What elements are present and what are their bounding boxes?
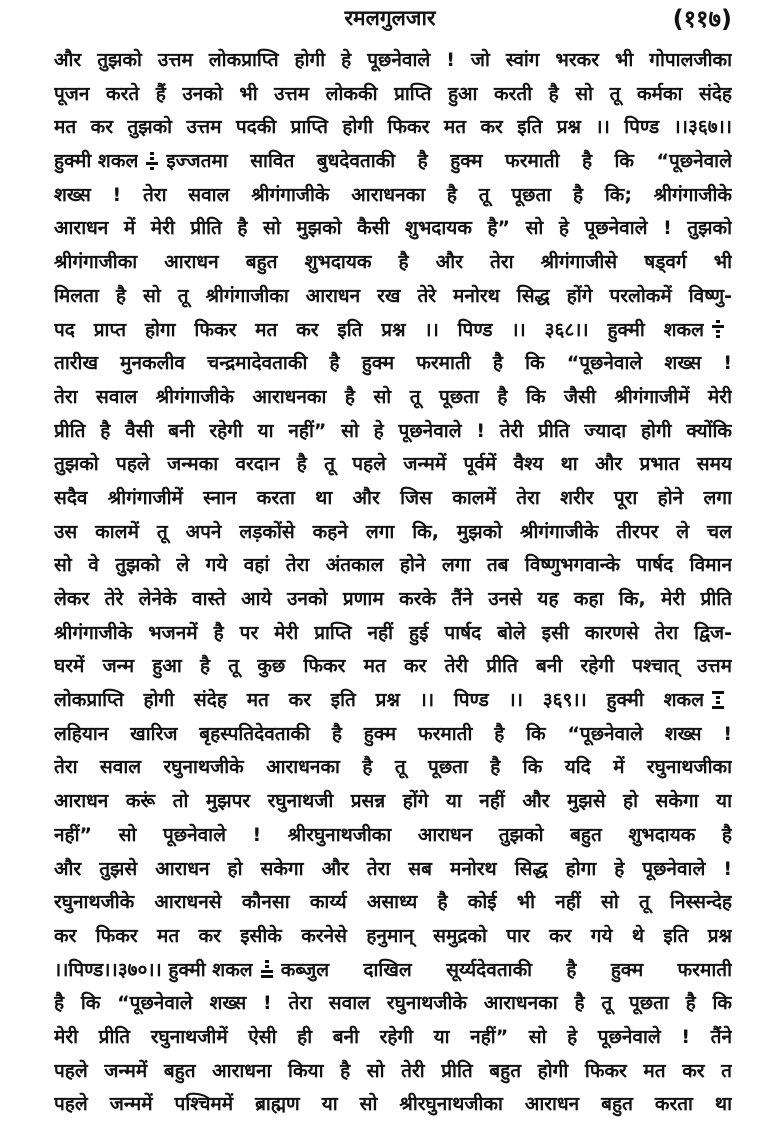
text-line <box>54 280 732 314</box>
text-line <box>54 1055 732 1089</box>
text-line <box>54 381 732 415</box>
geomancy-figure-icon <box>712 691 724 711</box>
line-text: कर फिकर मत कर इसीके करनेसे हनुमान् समुद्रको पार कर गये थे इति प्रश्न <box>54 924 732 947</box>
line-text: पद प्राप्त होगा फिकर मत कर इति प्रश्न ।। पिण्ड ।। ३६८।। हुक्मी शकल <box>54 318 704 341</box>
text-line <box>54 886 732 920</box>
text-line <box>54 212 732 246</box>
text-line <box>54 819 732 853</box>
line-text: ।।पिण्ड।।३७०।। हुक्मी शकल <box>54 958 253 981</box>
line-text: आराधन करूं तो मुझपर रघुनाथजी प्रसन्न होंगे या नहीं और मुझसे हो सकेगा या <box>54 790 732 813</box>
page-body <box>54 44 732 1122</box>
text-line <box>54 179 732 213</box>
line-text: और तुझसे आराधन हो सकेगा और तेरा सब मनोरथ सिद्ध होगा हे पूछनेवाले ! <box>54 857 732 880</box>
text-line <box>54 145 732 179</box>
line-text: लेकर तेरे लेनेके वास्ते आये उनको प्रणाम करके तैंने उनसे यह कहा कि, मेरी प्रीति <box>54 588 732 610</box>
text-line <box>54 583 732 617</box>
line-text: तारीख मुनकलीव चन्द्रमादेवताकी है हुक्म फरमाती है कि “पूछनेवाले शख्स ! <box>54 352 732 375</box>
line-text: तुझको पहले जन्मका वरदान है तू पहले जन्ममें पूर्वमें वैश्य था और प्रभात समय <box>54 453 732 476</box>
line-text: लोकप्राप्ति होगी संदेह मत कर इति प्रश्न ।। पिण्ड ।। ३६९।। हुक्मी शकल <box>54 689 704 712</box>
text-line <box>54 549 732 583</box>
text-line <box>54 347 732 381</box>
line-text: नहीं” सो पूछनेवाले ! श्रीरघुनाथजीका आराधन तुझको बहुत शुभदायक है <box>54 823 732 846</box>
text-line <box>54 246 732 280</box>
line-text: प्रीति है वैसी बनी रहेगी या नहीं” सो हे पूछनेवाले ! तेरी प्रीति ज्यादा होगी क्योंकि <box>54 419 732 442</box>
text-line <box>54 482 732 516</box>
geomancy-figure-icon <box>261 960 273 980</box>
line-text: पहले जन्ममें बहुत आराधना किया है सो तेरी प्रीति बहुत होगी फिकर मत कर त <box>54 1059 732 1082</box>
text-line <box>54 954 732 988</box>
line-text: लहियान खारिज बृहस्पतिदेवताकी है हुक्म फरमाती है कि “पूछनेवाले शख्स ! <box>54 722 732 745</box>
geomancy-figure-icon <box>712 320 724 340</box>
text-line <box>54 111 732 145</box>
line-text: रघुनाथजीके आराधनसे कौनसा कार्य्य असाध्य है कोई भी नहीं सो तू निस्सन्देह <box>54 891 732 914</box>
text-line <box>54 78 732 112</box>
text-line <box>54 684 732 718</box>
line-text: तेरा सवाल श्रीगंगाजीके आराधनका है सो तू पूछता है कि जैसी श्रीगंगाजीमें मेरी <box>54 385 732 408</box>
line-text: मिलता है सो तू श्रीगंगाजीका आराधन रख तेरे मनोरथ सिद्ध होंगे परलोकमें विष्णु- <box>54 284 732 307</box>
text-line <box>54 415 732 449</box>
line-text: तेरा सवाल रघुनाथजीके आराधनका है तू पूछता है कि यदि में रघुनाथजीका <box>54 756 732 779</box>
line-text: श्रीगंगाजीका आराधन बहुत शुभदायक है और तेरा श्रीगंगाजीसे षड्वर्ग भी <box>54 251 732 274</box>
running-title: रमलगुलजार <box>344 6 436 30</box>
page-number: (११७) <box>672 5 732 33</box>
text-line <box>54 617 732 651</box>
text-line <box>54 44 732 78</box>
text-line <box>54 987 732 1021</box>
line-text: उस कालमें तू अपने लड़कोंसे कहने लगा कि, मुझको श्रीगंगाजीके तीरपर ले चल <box>54 520 732 543</box>
line-text: आराधन में मेरी प्रीति है सो मुझको कैसी शुभदायक है” सो हे पूछनेवाले ! तुझको <box>54 217 732 240</box>
line-text: घरमें जन्म हुआ है तू कुछ फिकर मत कर तेरी प्रीति बनी रहेगी पश्चात् उत्तम <box>54 655 732 678</box>
text-line <box>54 650 732 684</box>
text-line <box>54 853 732 887</box>
line-text: हुक्मी शकल <box>54 150 139 173</box>
line-text: मेरी प्रीति रघुनाथजीमें ऐसी ही बनी रहेगी या नहीं” सो हे पूछनेवाले ! तैंने <box>54 1025 732 1048</box>
text-line <box>54 1088 732 1122</box>
line-text: पूजन करते हैं उनको भी उत्तम लोककी प्राप्ति हुआ करती है सो तू कर्मका संदेह <box>54 82 732 105</box>
geomancy-figure-icon <box>146 152 158 172</box>
line-text: सो वे तुझको ले गये वहां तेरा अंतकाल होने लगा तब विष्णुभगवान्के पार्षद विमान <box>54 554 732 577</box>
text-line <box>54 448 732 482</box>
line-text: और तुझको उत्तम लोकप्राप्ति होगी हे पूछनेवाले ! जो स्वांग भरकर भी गोपालजीका <box>54 49 732 71</box>
line-text: श्रीगंगाजीके भजनमें है पर मेरी प्राप्ति नहीं हुई पार्षद बोले इसी कारणसे तेरा द्विज- <box>54 621 732 644</box>
text-line <box>54 751 732 785</box>
text-line <box>54 516 732 550</box>
text-line <box>54 920 732 954</box>
page-header <box>0 0 780 36</box>
line-text: पहले जन्ममें पश्चिममें ब्राह्मण या सो श्रीरघुनाथजीका आराधन बहुत करता था <box>54 1093 732 1116</box>
line-text-continued: इज्जतमा सावित बुधदेवताकी है हुक्म फरमाती है कि “पूछनेवाले <box>166 150 732 173</box>
text-line <box>54 314 732 348</box>
line-text: शख्स ! तेरा सवाल श्रीगंगाजीके आराधनका है तू पूछता है कि; श्रीगंगाजीके <box>54 183 732 206</box>
line-text: है कि “पूछनेवाले शख्स ! तेरा सवाल रघुनाथजीके आराधनका है तू पूछता है कि <box>54 992 732 1015</box>
text-line <box>54 718 732 752</box>
line-text-continued: कब्जुल दाखिल सूर्य्यदेवताकी है हुक्म फरमाती <box>280 958 732 981</box>
text-line <box>54 1021 732 1055</box>
line-text: मत कर तुझको उत्तम पदकी प्राप्ति होगी फिकर मत कर इति प्रश्न ।। पिण्ड ।।३६७।। <box>54 116 732 139</box>
line-text: सदैव श्रीगंगाजीमें स्नान करता था और जिस कालमें तेरा शरीर पूरा होने लगा <box>54 486 732 509</box>
text-line <box>54 785 732 819</box>
